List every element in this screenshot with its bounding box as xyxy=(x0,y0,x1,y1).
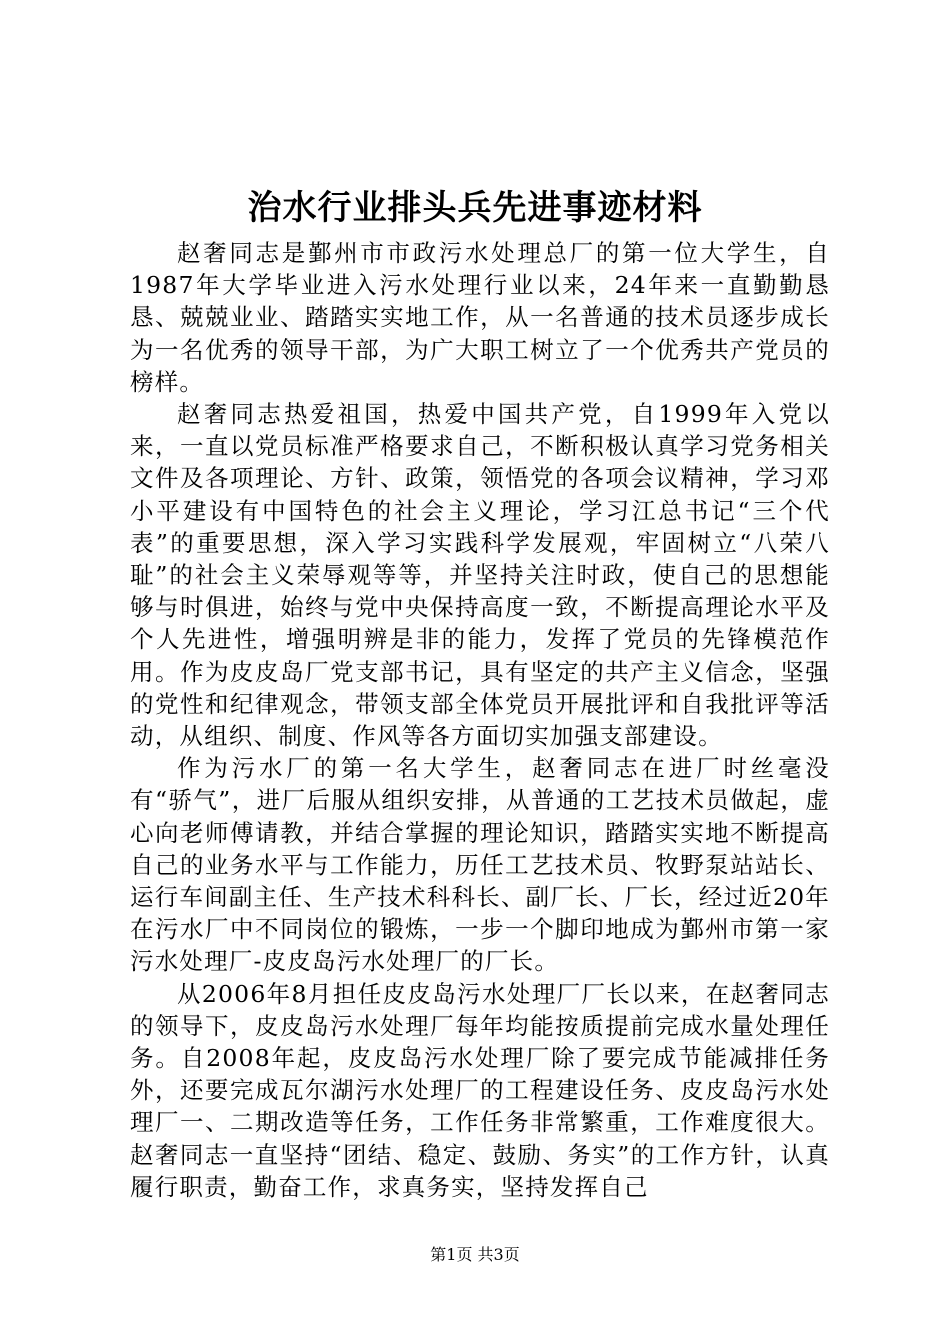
paragraph-2: 赵奢同志热爱祖国，热爱中国共产党，自1999年入党以来，一直以党员标准严格要求自己，不断积极认真学习党务相关文件及各项理论、方针、政策，领悟党的各项会议精神，学习邓小平建设有中国特色的社会主义理论，学习江总书记“三个代表”的重要思想，深入学习实践科学发展观，牢固树立“八荣八耻”的社会主义荣辱观等等，并坚持关注时政，使自己的思想能够与时俱进，始终与党中央保持高度一致，不断提高理论水平及个人先进性，增强明辨是非的能力，发挥了党员的先锋模范作用。作为皮皮岛厂党支部书记，具有坚定的共产主义信念，坚强的党性和纪律观念，带领支部全体党员开展批评和自我批评等活动，从组织、制度、作风等各方面切实加强支部建设。 xyxy=(130,400,830,751)
paragraph-1: 赵奢同志是鄞州市市政污水处理总厂的第一位大学生，自1987年大学毕业进入污水处理行业以来，24年来一直勤勤恳恳、兢兢业业、踏踏实实地工作，从一名普通的技术员逐步成长为一名优秀的领导干部，为广大职工树立了一个优秀共产党员的榜样。 xyxy=(130,239,830,396)
paragraph-3: 作为污水厂的第一名大学生，赵奢同志在进厂时丝毫没有“骄气”，进厂后服从组织安排，从普通的工艺技术员做起，虚心向老师傅请教，并结合掌握的理论知识，踏踏实实地不断提高自己的业务水平与工作能力，历任工艺技术员、牧野泵站站长、运行车间副主任、生产技术科科长、副厂长、厂长，经过近20年在污水厂中不同岗位的锻炼，一步一个脚印地成为鄞州市第一家污水处理厂-皮皮岛污水处理厂的厂长。 xyxy=(130,754,830,976)
page-footer: 第1页 共3页 xyxy=(430,1245,520,1264)
document-title: 治水行业排头兵先进事迹材料 xyxy=(247,188,703,228)
paragraph-4: 从2006年8月担任皮皮岛污水处理厂厂长以来，在赵奢同志的领导下，皮皮岛污水处理厂每年均能按质提前完成水量处理任务。自2008年起，皮皮岛污水处理厂除了要完成节能减排任务外，还要完成瓦尔湖污水处理厂的工程建设任务、皮皮岛污水处理厂一、二期改造等任务，工作任务非常繁重，工作难度很大。赵奢同志一直坚持“团结、稳定、鼓励、务实”的工作方针，认真履行职责，勤奋工作，求真务实，坚持发挥自己 xyxy=(130,979,830,1201)
document-body xyxy=(130,237,830,1203)
